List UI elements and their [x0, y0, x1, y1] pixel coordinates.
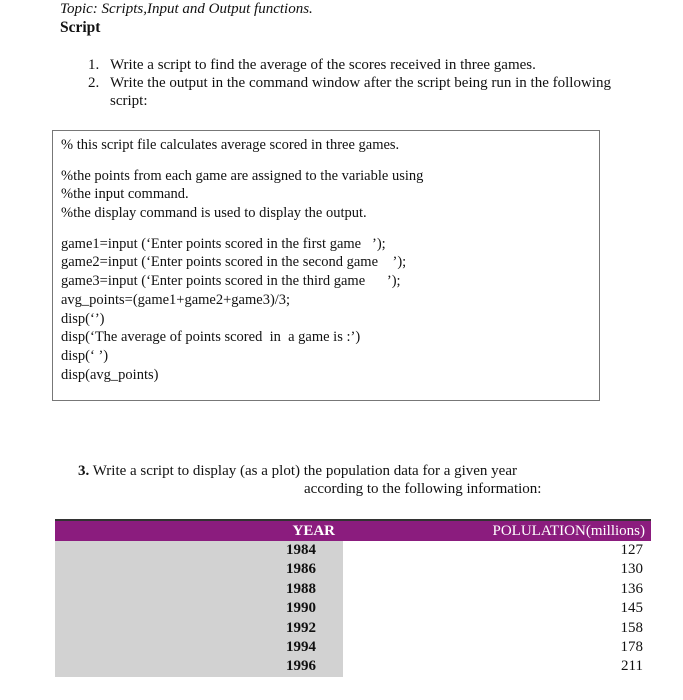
table-row [55, 560, 651, 579]
cell-year: 1986 [55, 560, 343, 579]
code-line: game2=input (‘Enter points scored in the second game ’); [61, 254, 407, 271]
header-population: POLULATION(millions) [492, 523, 645, 539]
cell-population: 136 [343, 580, 651, 599]
question-text: Write a script to display (as a plot) the population data for a given year [92, 463, 517, 479]
question-item [88, 74, 628, 110]
code-line: disp(‘The average of points scored in a game is :’) [61, 329, 361, 346]
cell-population: 158 [343, 619, 651, 638]
topic-title: Topic: Scripts,Input and Output functions. [60, 1, 313, 17]
cell-year: 1996 [55, 657, 343, 676]
question-3 [78, 462, 598, 498]
cell-year: 1992 [55, 619, 343, 638]
code-comment: %the display command is used to display the output. [61, 205, 367, 222]
code-comment: %the points from each game are assigned to the variable using [61, 167, 424, 184]
code-comment: %the input command. [61, 186, 189, 203]
question-3-line-2: according to the following information: [304, 481, 542, 497]
question-number: 3. [78, 463, 90, 479]
cell-year: 1990 [55, 599, 343, 618]
code-line: disp(‘ ’) [61, 347, 109, 364]
cell-population: 130 [343, 560, 651, 579]
table-row [55, 619, 651, 638]
question-item [88, 56, 628, 74]
population-table [55, 519, 651, 677]
code-comment: % this script file calculates average scored in three games. [61, 137, 400, 153]
question-text: Write the output in the command window after the script being run in the following script: [110, 75, 611, 109]
table-row [55, 638, 651, 657]
code-line: avg_points=(game1+game2+game3)/3; [61, 291, 291, 308]
code-line: game1=input (‘Enter points scored in the first game ’); [61, 235, 386, 252]
table-row [55, 599, 651, 618]
script-code-box [52, 130, 600, 401]
question-number: 2. [88, 75, 100, 91]
code-line: game3=input (‘Enter points scored in the third game ’); [61, 273, 401, 290]
cell-year: 1988 [55, 580, 343, 599]
question-text: Write a script to find the average of the scores received in three games. [110, 57, 536, 73]
table-row [55, 657, 651, 676]
cell-year: 1984 [55, 541, 343, 560]
question-3-line-1 [78, 462, 598, 480]
cell-population: 211 [343, 657, 651, 676]
code-line: disp(‘’) [61, 310, 105, 327]
cell-year: 1994 [55, 638, 343, 657]
cell-population: 178 [343, 638, 651, 657]
table-row [55, 580, 651, 599]
table-row [55, 541, 651, 560]
question-number: 1. [88, 57, 100, 73]
section-heading: Script [60, 19, 101, 36]
cell-population: 145 [343, 599, 651, 618]
question-list [88, 56, 628, 110]
table-header [55, 519, 651, 541]
cell-population: 127 [343, 541, 651, 560]
header-year: YEAR [292, 523, 335, 539]
code-line: disp(avg_points) [61, 366, 159, 383]
